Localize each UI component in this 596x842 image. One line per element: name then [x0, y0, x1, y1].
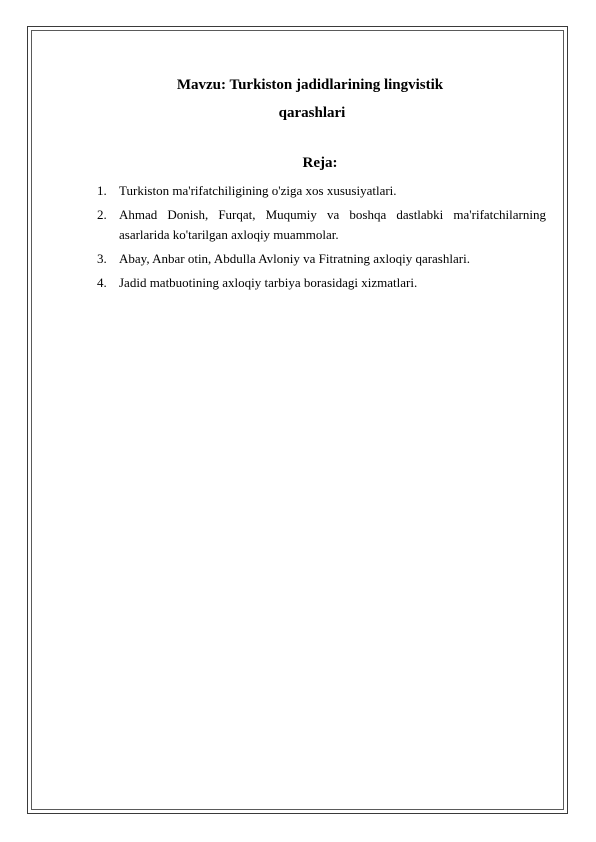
plan-item-3	[97, 249, 546, 269]
plan-item-number: 4.	[97, 275, 107, 290]
plan-list	[97, 181, 546, 297]
plan-item-2	[97, 205, 546, 245]
document-title-line-1: Mavzu: Turkiston jadidlarining lingvistik	[176, 77, 444, 93]
plan-item-number: 2.	[97, 207, 107, 222]
document-title-line-2: qarashlari	[278, 105, 346, 121]
plan-item-4	[97, 273, 546, 293]
plan-item-number: 1.	[97, 183, 107, 198]
plan-item-text: Ahmad Donish, Furqat, Muqumiy va boshqa dastlabki ma'rifatchilarning asarlarida ko'tarilgan axloqiy muammolar.	[119, 207, 546, 242]
plan-item-text: Abay, Anbar otin, Abdulla Avloniy va Fitratning axloqiy qarashlari.	[119, 251, 470, 266]
plan-item-number: 3.	[97, 251, 107, 266]
page-border-inner	[31, 30, 564, 810]
plan-item-text: Turkiston ma'rifatchiligining o'ziga xos xususiyatlari.	[119, 183, 397, 198]
plan-item-1	[97, 181, 546, 201]
plan-item-text: Jadid matbuotining axloqiy tarbiya borasidagi xizmatlari.	[119, 275, 418, 290]
plan-heading: Reja:	[302, 155, 338, 171]
